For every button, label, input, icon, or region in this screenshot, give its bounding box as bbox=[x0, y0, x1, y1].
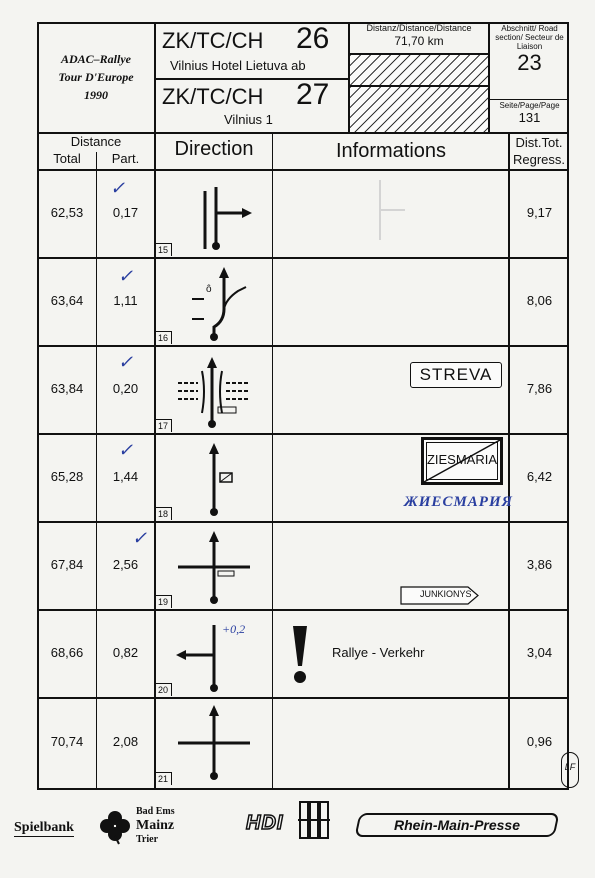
col-direction: Direction bbox=[174, 138, 254, 160]
total-cell: 68,66 bbox=[50, 645, 84, 660]
distance-label: Distanz/Distance/Distance bbox=[366, 23, 472, 33]
regress-cell: 3,86 bbox=[526, 557, 553, 572]
regress-cell: 0,96 bbox=[526, 734, 553, 749]
distance-value: 71,70 km bbox=[394, 34, 444, 48]
left-turn-junction-icon bbox=[156, 611, 272, 699]
total-cell: 70,74 bbox=[50, 734, 84, 749]
junkionys-text: JUNKIONYS bbox=[420, 589, 472, 599]
part-cell: 0,20 bbox=[112, 381, 139, 396]
sponsor-spielbank bbox=[14, 806, 179, 846]
part-cell: 1,44 bbox=[112, 469, 139, 484]
total-cell: 63,84 bbox=[50, 381, 84, 396]
regress-cell: 7,86 bbox=[526, 381, 553, 396]
roundabout-letter: ô bbox=[206, 284, 212, 295]
stage-b-location: Vilnius 1 bbox=[224, 112, 273, 127]
col-regress-label: Regress. bbox=[512, 152, 566, 167]
total-cell: 67,84 bbox=[50, 557, 84, 572]
section-block bbox=[490, 24, 569, 75]
hatched-area-b bbox=[350, 87, 488, 132]
junkionys-sign bbox=[400, 586, 480, 605]
hdi-emblem-icon bbox=[296, 800, 332, 844]
total-cell: 63,64 bbox=[50, 293, 84, 308]
part-cell: 0,82 bbox=[112, 645, 139, 660]
page-value: 131 bbox=[518, 110, 541, 125]
row-number: 20 bbox=[156, 683, 172, 696]
straight-right-turn-icon bbox=[156, 171, 272, 259]
bridge-straight-icon bbox=[156, 347, 272, 435]
part-cell: 2,08 bbox=[112, 734, 139, 749]
rally-year: 1990 bbox=[84, 88, 108, 102]
stage-a-number: 26 bbox=[296, 22, 330, 55]
regress-cell: 8,06 bbox=[526, 293, 553, 308]
stage-b bbox=[156, 80, 348, 132]
stage-b-number: 27 bbox=[296, 78, 330, 111]
col-informations: Informations bbox=[335, 140, 447, 162]
part-cell: 1,11 bbox=[113, 293, 138, 308]
col-dist-tot-label: Dist.Tot. bbox=[515, 135, 563, 150]
crossroads-straight-icon bbox=[156, 699, 272, 789]
col-part: Part. bbox=[111, 151, 140, 166]
rally-tour: Tour D'Europe bbox=[58, 70, 134, 84]
total-cell: 62,53 bbox=[50, 205, 84, 220]
check-mark: ✓ bbox=[118, 440, 134, 460]
row-number: 18 bbox=[156, 507, 172, 520]
rally-title bbox=[38, 50, 154, 104]
page-label: Seite/Page/Page bbox=[499, 101, 560, 110]
margin-mark-circle bbox=[561, 752, 579, 788]
stage-b-code: ZK/TC/CH bbox=[162, 84, 264, 109]
page-block bbox=[490, 101, 569, 125]
regress-cell: 6,42 bbox=[526, 469, 553, 484]
stage-a bbox=[156, 22, 348, 78]
mainz-text: Mainz bbox=[136, 818, 175, 833]
rmp-text: Rhein-Main-Presse bbox=[393, 817, 521, 833]
clover-leaf-icon bbox=[97, 808, 133, 844]
check-mark: ✓ bbox=[118, 352, 134, 372]
crossroads-straight-icon bbox=[156, 523, 272, 611]
margin-mark-text: LF bbox=[564, 762, 576, 772]
rally-name: ADAC–Rallye bbox=[60, 52, 131, 66]
trier-text: Trier bbox=[136, 834, 159, 845]
regress-cell: 3,04 bbox=[526, 645, 553, 660]
bad-ems-text: Bad Ems bbox=[136, 806, 175, 817]
col-dist-tot bbox=[509, 134, 569, 168]
check-mark: ✓ bbox=[118, 266, 134, 286]
ziesmaria-sign bbox=[421, 437, 503, 485]
sponsor-hdi bbox=[244, 800, 344, 844]
part-cell: 2,56 bbox=[112, 557, 139, 572]
bend-straight-junction-icon bbox=[156, 259, 272, 347]
spielbank-text: Spielbank bbox=[14, 820, 74, 835]
stage-a-code: ZK/TC/CH bbox=[162, 28, 264, 53]
regress-cell: 9,17 bbox=[526, 205, 553, 220]
handwritten-note: +0,2 bbox=[222, 622, 246, 636]
faint-bleed-through-arrow bbox=[360, 180, 420, 240]
check-mark: ✓ bbox=[132, 528, 148, 548]
row-number: 19 bbox=[156, 595, 172, 608]
straight-with-side-marker-icon bbox=[156, 435, 272, 523]
distance-block bbox=[350, 23, 488, 48]
total-cell: 65,28 bbox=[50, 469, 84, 484]
part-cell: 0,17 bbox=[112, 205, 139, 220]
ziesmaria-handwritten: ЖИЕСМАРИЯ bbox=[404, 494, 513, 510]
col-distance: Distance bbox=[70, 134, 122, 149]
stage-a-location: Vilnius Hotel Lietuva ab bbox=[170, 58, 306, 73]
row-number: 17 bbox=[156, 419, 172, 432]
warning-exclamation-icon bbox=[290, 626, 310, 686]
row-number: 15 bbox=[156, 243, 172, 256]
streva-sign: STREVA bbox=[410, 362, 502, 388]
rallye-verkehr-text: Rallye - Verkehr bbox=[332, 645, 425, 660]
check-mark: ✓ bbox=[110, 178, 126, 198]
hdi-text: HDI bbox=[246, 812, 284, 834]
sponsor-rhein-main-presse bbox=[354, 813, 559, 837]
col-total: Total bbox=[53, 151, 81, 166]
hatched-area-a bbox=[350, 53, 488, 87]
section-label: Abschnitt/ Road section/ Secteur de Liaison bbox=[495, 24, 564, 51]
ziesmaria-text: ZIESMARIA bbox=[426, 452, 498, 467]
section-value: 23 bbox=[517, 50, 542, 75]
row-number: 21 bbox=[156, 772, 172, 785]
row-number: 16 bbox=[156, 331, 172, 344]
